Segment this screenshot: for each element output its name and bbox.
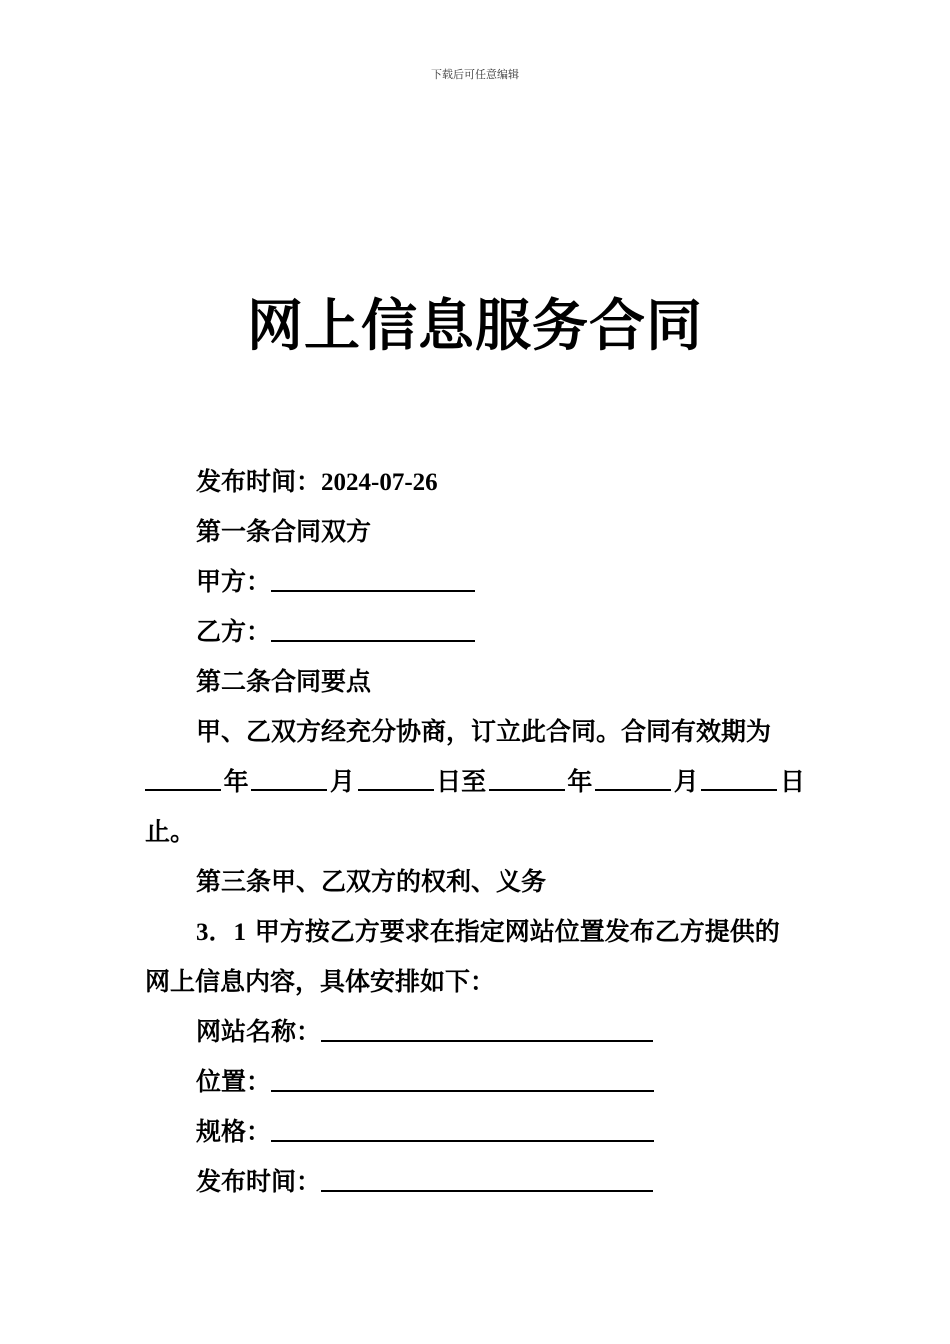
date-unit: 年 — [567, 767, 593, 796]
article1-heading: 第一条合同双方 — [196, 517, 372, 546]
publish-time-label: 发布时间： — [196, 1167, 322, 1196]
publish-line — [196, 467, 806, 498]
page-header-note: 下载后可任意编辑 — [431, 68, 519, 81]
clause-3-1-line1 — [196, 917, 806, 948]
clause-text: 甲方按乙方要求在指定网站位置发布乙方提供的 — [254, 917, 780, 946]
article2-heading: 第二条合同要点 — [196, 667, 372, 696]
date-unit: 年 — [223, 767, 249, 796]
clause-3-1-line2: 网上信息内容，具体安排如下： — [145, 967, 496, 996]
site-name-blank[interactable] — [321, 1018, 653, 1042]
date-unit: 月 — [673, 767, 699, 796]
site-name-label: 网站名称： — [196, 1017, 322, 1046]
party-a-label: 甲方： — [196, 567, 272, 596]
position-line — [196, 1067, 806, 1097]
party-a-blank[interactable] — [271, 568, 475, 592]
validity-date-line — [145, 767, 805, 797]
spec-label: 规格： — [196, 1117, 272, 1146]
date-blank[interactable] — [358, 767, 434, 791]
date-blank[interactable] — [251, 767, 327, 791]
publish-label: 发布时间： — [196, 467, 322, 496]
date-unit: 月 — [329, 767, 355, 796]
party-a-line — [196, 567, 806, 597]
spec-line — [196, 1117, 806, 1147]
party-b-blank[interactable] — [271, 618, 475, 642]
spec-blank[interactable] — [271, 1118, 654, 1142]
date-blank[interactable] — [595, 767, 671, 791]
article2-text-line1: 甲、乙双方经充分协商，订立此合同。合同有效期为 — [196, 717, 772, 746]
article2-text-end: 止。 — [145, 817, 196, 846]
document-title: 网上信息服务合同 — [247, 293, 703, 359]
publish-time-blank[interactable] — [321, 1168, 653, 1192]
clause-number: 3．1 — [196, 919, 247, 946]
party-b-label: 乙方： — [196, 617, 272, 646]
date-blank[interactable] — [701, 767, 777, 791]
date-unit: 日至 — [436, 767, 487, 796]
date-blank[interactable] — [145, 767, 221, 791]
position-blank[interactable] — [271, 1068, 654, 1092]
publish-time-line — [196, 1167, 806, 1197]
party-b-line — [196, 617, 806, 647]
article3-heading: 第三条甲、乙双方的权利、义务 — [196, 867, 547, 896]
position-label: 位置： — [196, 1067, 272, 1096]
date-blank[interactable] — [489, 767, 565, 791]
publish-date: 2024-07-26 — [321, 469, 438, 496]
site-name-line — [196, 1017, 806, 1047]
date-unit: 日 — [779, 767, 805, 796]
